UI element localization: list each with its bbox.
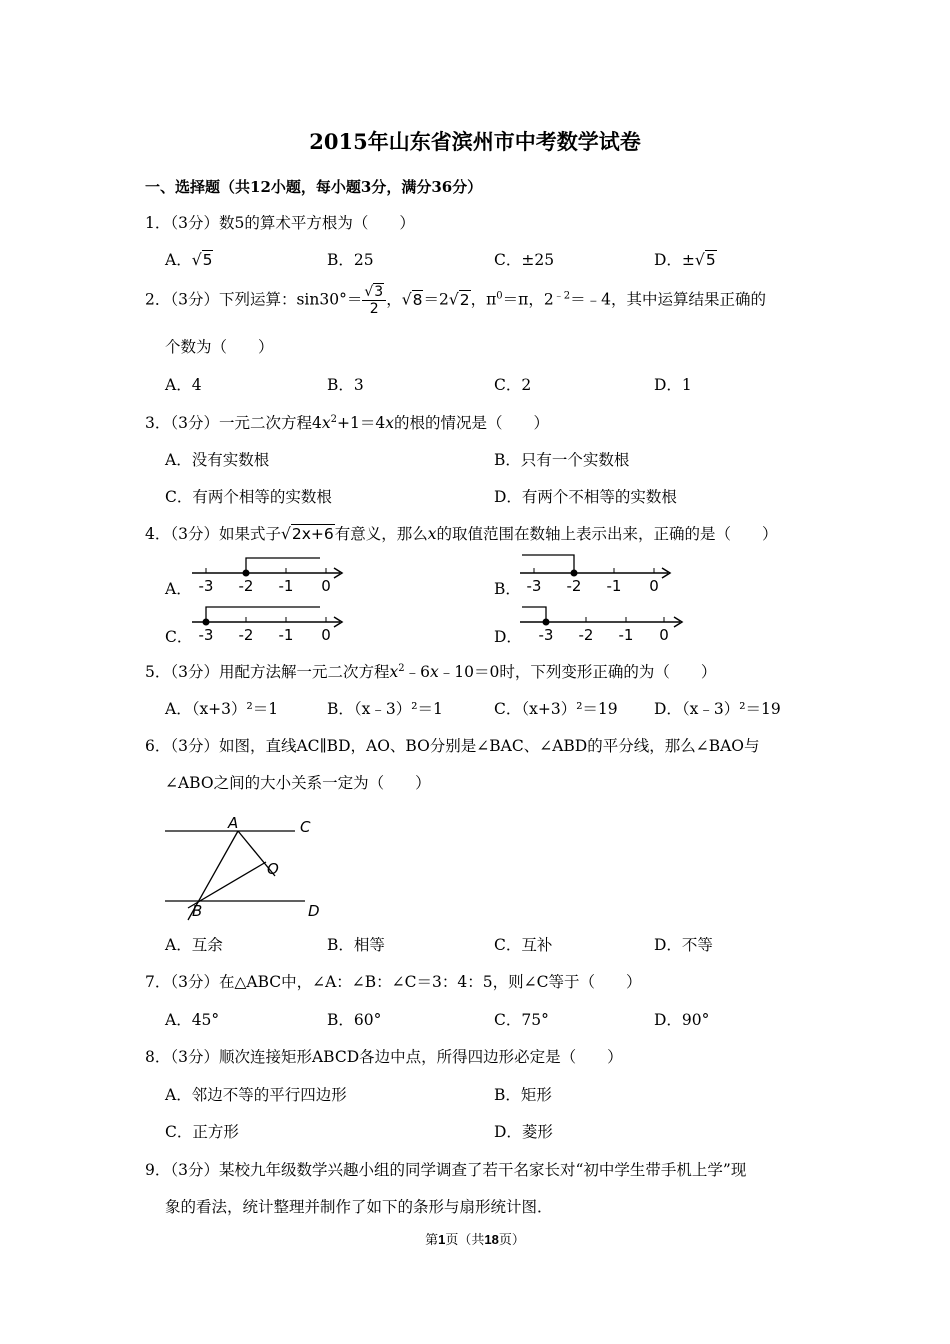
q7-option-c: C．75°	[494, 1011, 549, 1029]
question-9-line1: 9．（3分）某校九年级数学兴趣小组的同学调查了若干名家长对“初中学生带手机上学”现	[145, 1161, 747, 1179]
q6-option-d: D．不等	[654, 936, 713, 954]
q7-option-b: B．60°	[327, 1011, 382, 1029]
question-8-stem: 8．（3分）顺次连接矩形ABCD各边中点，所得四边形必定是（ ）	[145, 1048, 623, 1066]
q6-option-a: A．互余	[165, 936, 223, 954]
tick-label: -1	[278, 626, 294, 644]
question-7-stem: 7．（3分）在△ABC中，∠A：∠B：∠C＝3：4：5，则∠C等于（ ）	[145, 973, 642, 991]
q5-option-c: C．（x+3）²＝19	[494, 700, 618, 718]
question-6-line2: ∠ABO之间的大小关系一定为（ ）	[165, 774, 431, 792]
q6-option-c: C．互补	[494, 936, 553, 954]
q2-option-b: B．3	[327, 376, 364, 394]
point-label-d: D	[308, 902, 320, 920]
tick-label: -2	[578, 626, 594, 644]
q4-option-c-label: C．	[165, 628, 193, 646]
section-heading: 一、选择题（共12小题，每小题3分，满分36分）	[145, 178, 483, 196]
tick-label: -2	[566, 577, 582, 595]
q3-option-d: D．有两个不相等的实数根	[494, 488, 677, 506]
tick-label: 0	[321, 577, 331, 595]
question-1-stem: 1．（3分）数5的算术平方根为（ ）	[145, 214, 415, 232]
q4-radicand: 2x+6	[291, 525, 334, 543]
q1-option-d: D．±√5	[654, 251, 716, 269]
question-2-line2: 个数为（ ）	[165, 338, 274, 356]
q7-option-d: D．90°	[654, 1011, 710, 1029]
point-label-b: B	[192, 902, 203, 920]
tick-label: -3	[198, 577, 214, 595]
tick-label: -1	[618, 626, 634, 644]
point-label-a: A	[228, 814, 239, 832]
q1-d-radicand: 5	[705, 251, 716, 269]
question-5-stem: 5．（3分）用配方法解一元二次方程$x^2﹣6x﹣10=0$时，下列变形正确的为（ ）	[145, 663, 717, 681]
q3-option-a: A．没有实数根	[165, 451, 270, 469]
question-2-stem: 2．（3分）下列运算：sin30°＝ $\frac{√3}{2}$ ，√8＝2√2，$\pi^0=\pi$，$2^{﹣2}=﹣4$，其中运算结果正确的	[145, 284, 766, 317]
tick-label: 0	[649, 577, 659, 595]
q8-option-b: B．矩形	[494, 1086, 552, 1104]
tick-label: -3	[198, 626, 214, 644]
question-4-stem: 4．（3分）如果式子√2x+6有意义，那么x的取值范围在数轴上表示出来，正确的是（ ）	[145, 525, 778, 543]
q1-option-c: C．±25	[494, 251, 555, 269]
q5-option-b: B．（x﹣3）²＝1	[327, 700, 443, 718]
q4-number-line-d	[518, 602, 693, 644]
q4-option-d-label: D．	[494, 628, 522, 646]
q1-a-radicand: 5	[202, 251, 213, 269]
question-9-line2: 象的看法，统计整理并制作了如下的条形与扇形统计图．	[165, 1198, 553, 1216]
q2-fraction: $\frac{√3}{2}$	[362, 284, 386, 317]
question-6-line1: 6．（3分）如图，直线AC∥BD，AO、BO分别是∠BAC、∠ABD的平分线，那么∠BAO与	[145, 737, 760, 755]
tick-label: -3	[526, 577, 542, 595]
page-title: 2015年山东省滨州市中考数学试卷	[309, 129, 641, 154]
q2-option-d: D．1	[654, 376, 692, 394]
q3-option-c: C．有两个相等的实数根	[165, 488, 332, 506]
q5-option-d: D．（x﹣3）²＝19	[654, 700, 781, 718]
tick-label: -1	[278, 577, 294, 595]
q6-geometry-figure	[160, 810, 340, 925]
q1-option-b: B．25	[327, 251, 374, 269]
q2-option-a: A．4	[165, 376, 202, 394]
q5-option-a: A．（x+3）²＝1	[165, 700, 279, 718]
q4-number-line-c	[190, 602, 350, 644]
page-footer: 第1页（共18页）	[425, 1232, 525, 1248]
tick-label: -1	[606, 577, 622, 595]
q8-option-c: C．正方形	[165, 1123, 239, 1141]
q4-option-a-label: A．	[165, 580, 192, 598]
q8-option-d: D．菱形	[494, 1123, 553, 1141]
tick-label: -3	[538, 626, 554, 644]
q3-option-b: B．只有一个实数根	[494, 451, 630, 469]
tick-label: -2	[238, 577, 254, 595]
q4-number-line-b	[518, 553, 678, 595]
current-page-number: 1	[438, 1232, 446, 1247]
tick-label: 0	[321, 626, 331, 644]
tick-label: -2	[238, 626, 254, 644]
q8-option-a: A．邻边不等的平行四边形	[165, 1086, 347, 1104]
question-3-stem: 3．（3分）一元二次方程$4x^2+1=4x$的根的情况是（ ）	[145, 414, 549, 432]
q1-option-a: A．√5	[165, 251, 213, 269]
q4-number-line-a	[190, 553, 350, 595]
q4-option-b-label: B．	[494, 580, 521, 598]
q6-option-b: B．相等	[327, 936, 385, 954]
point-label-c: C	[300, 818, 311, 836]
q2-option-c: C．2	[494, 376, 532, 394]
q7-option-a: A．45°	[165, 1011, 220, 1029]
tick-label: 0	[659, 626, 669, 644]
total-page-number: 18	[484, 1232, 499, 1247]
point-label-o: O	[267, 860, 279, 878]
